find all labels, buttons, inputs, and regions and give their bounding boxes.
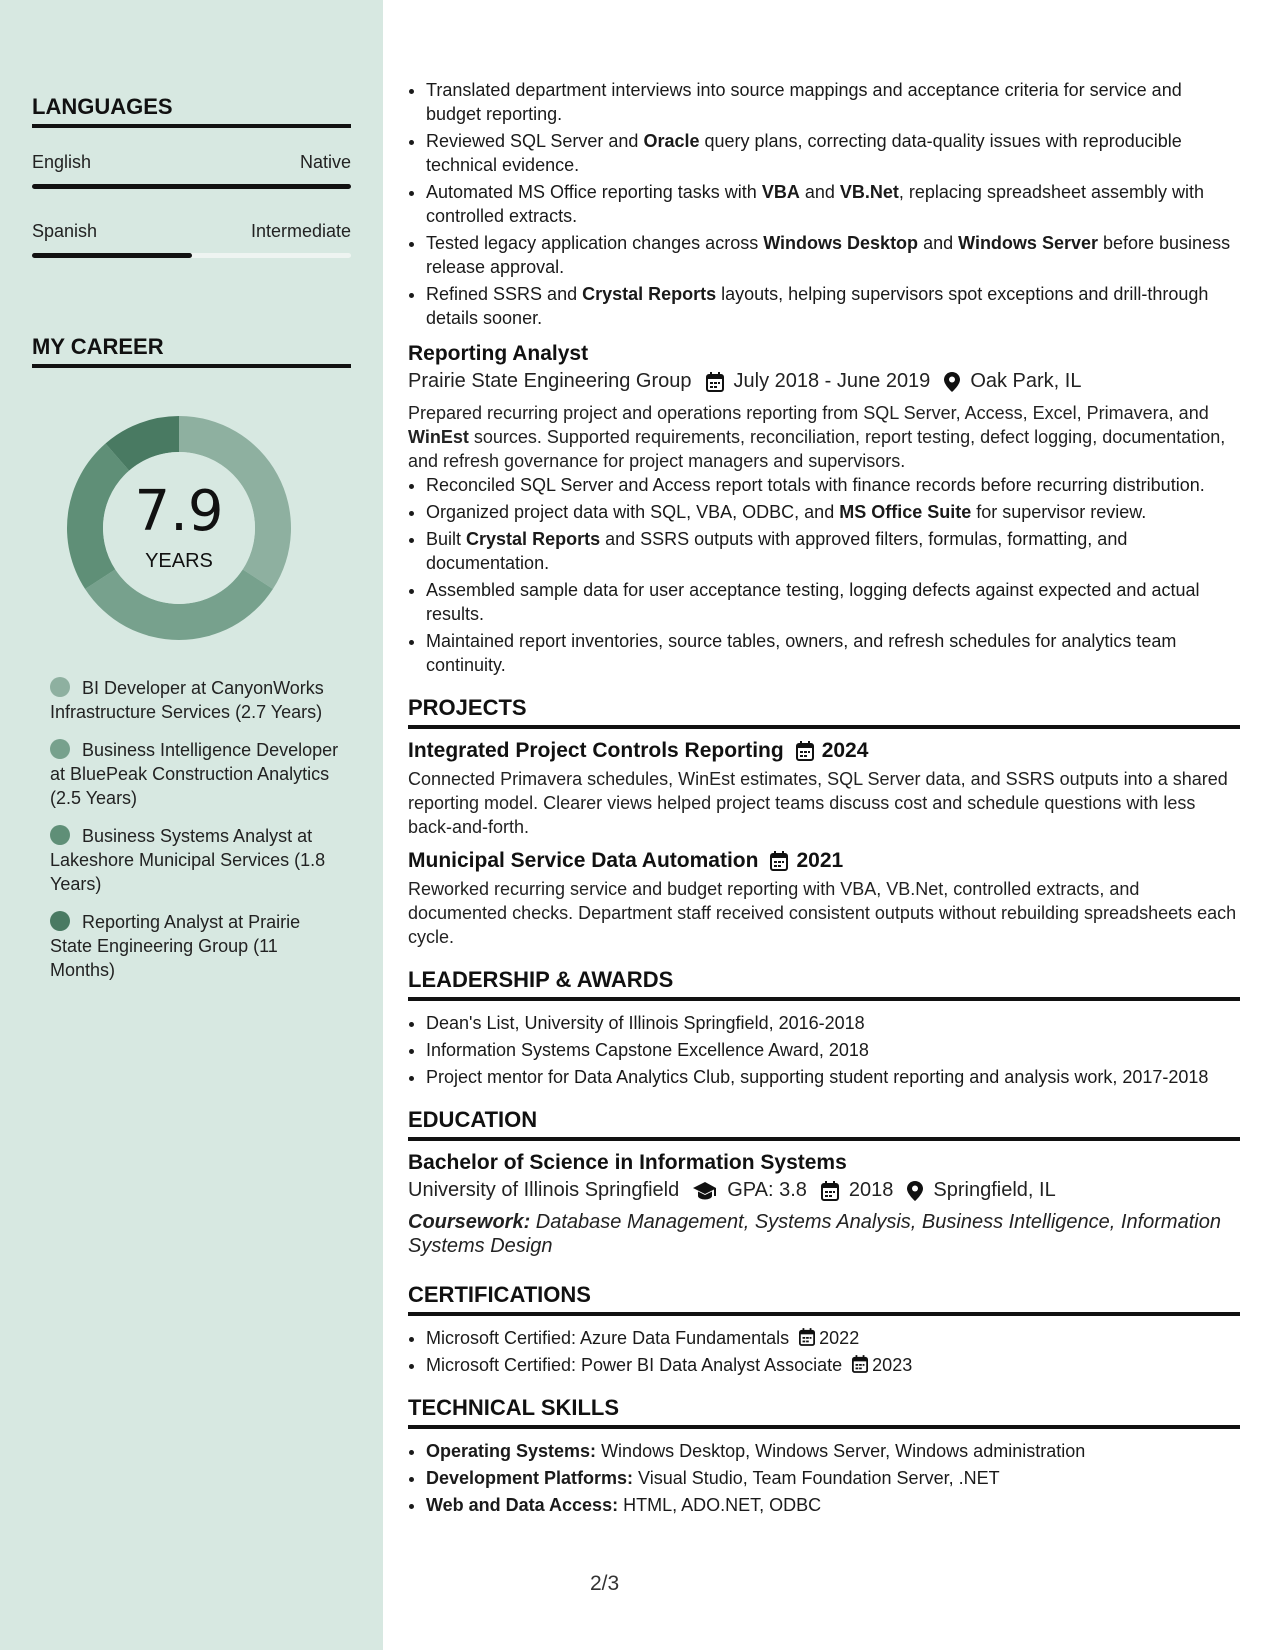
school-name: University of Illinois Springfield [408, 1179, 680, 1201]
bullet-item: • Reconciled SQL Server and Access report totals with finance records before recurring distribution. [426, 473, 1240, 497]
career-total-years: 7.9 [134, 479, 224, 544]
career-legend [50, 676, 340, 996]
calendar-icon [796, 741, 814, 761]
legend-dot-icon [50, 825, 70, 845]
skill-label: Web and Data Access: [426, 1495, 619, 1515]
language-name: Spanish [32, 221, 98, 241]
calendar-icon [821, 1181, 839, 1201]
job-summary: Prepared recurring project and operations reporting from SQL Server, Access, Excel, Primavera, and WinEst sources. Supported requirements, reconciliation, report testing, defect logging, documentation, and refresh governance for project managers and supervisors. [408, 403, 1226, 471]
main-content [408, 78, 1240, 1520]
skill-label: Operating Systems: [426, 1441, 597, 1461]
career-legend-text: BI Developer at CanyonWorks Infrastructure Services (2.7 Years) [50, 678, 324, 722]
language-row-english [32, 152, 351, 173]
school-location: Springfield, IL [933, 1179, 1056, 1201]
certification-year: 2023 [872, 1355, 913, 1375]
project-item [408, 739, 1240, 839]
career-legend-item [50, 824, 340, 896]
job-dates: July 2018 - June 2019 [733, 370, 931, 392]
skill-item [426, 1493, 1240, 1517]
languages-heading: LANGUAGES [32, 94, 351, 128]
gpa: GPA: 3.8 [727, 1179, 807, 1201]
career-legend-item [50, 738, 340, 810]
legend-dot-icon [50, 677, 70, 697]
job-location: Oak Park, IL [970, 370, 1082, 392]
project-title-row [408, 849, 1240, 873]
job-company: Prairie State Engineering Group [408, 370, 692, 392]
language-level: Native [299, 152, 351, 172]
career-legend-item [50, 910, 340, 982]
career-legend-text: Reporting Analyst at Prairie State Engineering Group (11 Months) [50, 912, 301, 980]
project-year: 2024 [821, 739, 869, 762]
legend-dot-icon [50, 739, 70, 759]
certifications-heading: CERTIFICATIONS [408, 1282, 1240, 1316]
certification-item [426, 1353, 1240, 1377]
bullet-item: • Automated MS Office reporting tasks with VBA and VB.Net, replacing spreadsheet assembly with controlled extracts. [426, 180, 1240, 228]
career-legend-text: Business Intelligence Developer at BluePeak Construction Analytics (2.5 Years) [50, 740, 339, 808]
project-description: Connected Primavera schedules, WinEst estimates, SQL Server data, and SSRS outputs into a shared reporting model. Clearer views helped project teams discuss cost and schedule questions with less back-and-forth. [408, 769, 1228, 837]
certification-name: Microsoft Certified: Azure Data Fundamentals [426, 1328, 790, 1348]
certification-year: 2022 [819, 1328, 860, 1348]
certification-name: Microsoft Certified: Power BI Data Analyst Associate [426, 1355, 843, 1375]
coursework-list: Database Management, Systems Analysis, Business Intelligence, Information Systems Design [408, 1211, 1221, 1257]
language-level: Intermediate [250, 221, 351, 241]
experience-bullets [408, 78, 1240, 330]
project-year: 2021 [796, 849, 844, 872]
language-bar-fill [32, 184, 351, 189]
project-title-row [408, 739, 1240, 763]
bullet-item: • Reviewed SQL Server and Oracle query plans, correcting data-quality issues with reproducible technical evidence. [426, 129, 1240, 177]
job-bullets [408, 473, 1240, 677]
awards-list [408, 1011, 1240, 1089]
calendar-icon [706, 372, 724, 392]
education-heading: EDUCATION [408, 1107, 1240, 1141]
award-item: • Information Systems Capstone Excellence Award, 2018 [426, 1038, 1240, 1062]
location-pin-icon [907, 1181, 923, 1201]
education-meta [408, 1179, 1240, 1202]
language-row-spanish [32, 221, 351, 242]
bullet-item: • Maintained report inventories, source tables, owners, and refresh schedules for analytics team continuity. [426, 629, 1240, 677]
project-title: Municipal Service Data Automation [408, 849, 759, 872]
language-bar-fill [32, 253, 192, 258]
projects-heading: PROJECTS [408, 695, 1240, 729]
sidebar [0, 0, 383, 1650]
career-legend-item [50, 676, 340, 724]
bullet-item: • Built Crystal Reports and SSRS outputs with approved filters, formulas, formatting, and documentation. [426, 527, 1240, 575]
language-name: English [32, 152, 92, 172]
calendar-icon [852, 1355, 868, 1373]
coursework-label: Coursework: [408, 1211, 531, 1233]
award-item: • Project mentor for Data Analytics Club, supporting student reporting and analysis work, 2017-2018 [426, 1065, 1240, 1089]
location-pin-icon [944, 372, 960, 392]
awards-heading: LEADERSHIP & AWARDS [408, 967, 1240, 1001]
career-heading: MY CAREER [32, 334, 351, 368]
job-title: Reporting Analyst [408, 342, 589, 365]
degree-title: Bachelor of Science in Information Systems [408, 1151, 847, 1174]
coursework [408, 1210, 1240, 1258]
bullet-item: • Tested legacy application changes across Windows Desktop and Windows Server before business release approval. [426, 231, 1240, 279]
certification-item [426, 1326, 1240, 1350]
skills-heading: TECHNICAL SKILLS [408, 1395, 1240, 1429]
graduation-cap-icon [693, 1182, 717, 1200]
job-meta [408, 370, 1240, 393]
skill-value: Windows Desktop, Windows Server, Windows administration [596, 1441, 1086, 1461]
bullet-item: • Assembled sample data for user acceptance testing, logging defects against expected and actual results. [426, 578, 1240, 626]
legend-dot-icon [50, 911, 70, 931]
calendar-icon [799, 1328, 815, 1346]
language-bar-spanish [32, 253, 351, 258]
page-number: 2/3 [590, 1572, 620, 1595]
career-legend-text: Business Systems Analyst at Lakeshore Municipal Services (1.8 Years) [50, 826, 326, 894]
career-total-unit: YEARS [145, 550, 213, 572]
bullet-item: • Translated department interviews into source mappings and acceptance criteria for service and budget reporting. [426, 78, 1240, 126]
graduation-year: 2018 [848, 1179, 894, 1201]
certifications-list [408, 1326, 1240, 1377]
skill-value: HTML, ADO.NET, ODBC [618, 1495, 822, 1515]
skills-list [408, 1439, 1240, 1517]
language-bar-english [32, 184, 351, 189]
project-item [408, 849, 1240, 949]
project-description: Reworked recurring service and budget reporting with VBA, VB.Net, controlled extracts, and documented checks. Department staff received consistent outputs without rebuilding spreadsheets each cycle. [408, 879, 1237, 947]
skill-value: Visual Studio, Team Foundation Server, .NET [633, 1468, 1000, 1488]
skill-label: Development Platforms: [426, 1468, 634, 1488]
bullet-item: • Organized project data with SQL, VBA, ODBC, and MS Office Suite for supervisor review. [426, 500, 1240, 524]
calendar-icon [770, 851, 788, 871]
skill-item [426, 1466, 1240, 1490]
bullet-item: • Refined SSRS and Crystal Reports layouts, helping supervisors spot exceptions and drill-through details sooner. [426, 282, 1240, 330]
project-title: Integrated Project Controls Reporting [408, 739, 784, 762]
award-item: • Dean's List, University of Illinois Springfield, 2016-2018 [426, 1011, 1240, 1035]
skill-item [426, 1439, 1240, 1463]
